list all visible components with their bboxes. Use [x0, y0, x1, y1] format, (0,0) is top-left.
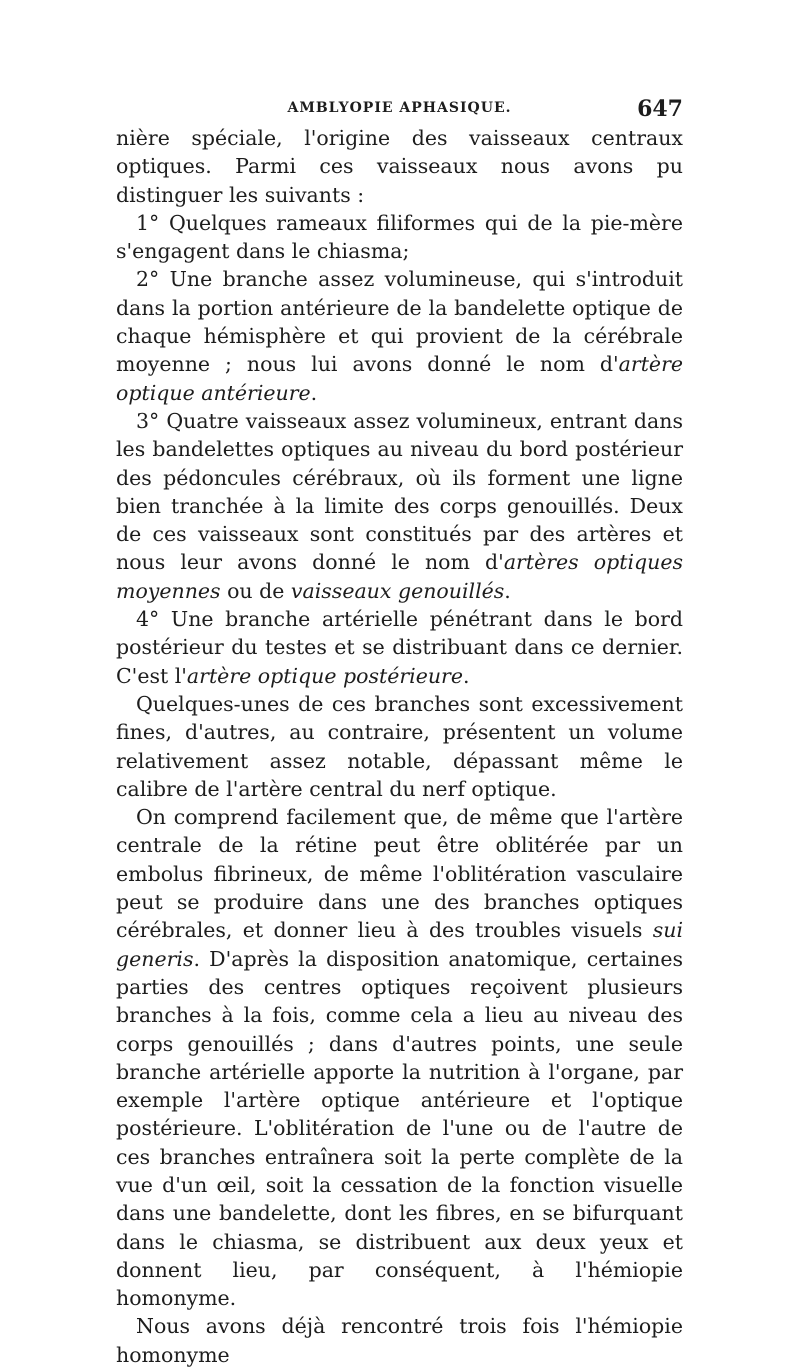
paragraph-item-3: [116, 407, 683, 605]
paragraph-7-italic: sui generis: [116, 918, 683, 971]
page-header: [116, 96, 683, 122]
paragraph-item-4: [116, 605, 683, 690]
item-number-1: 1°: [136, 210, 160, 235]
paragraph-7: [116, 803, 683, 1312]
paragraph-7-text-b: . D'après la disposition anatomique, certaines parties des centres optiques reçoivent plusieurs branches à la fois, comme cela a lieu au niveau des corps genouillés ; dans d'autres points, une seule branche artérielle apporte la nutrition à l'organe, par exemple l'artère optique antérieure et l'optique postérieure. L'oblitération de l'une ou de l'autre de ces branches entraînera soit la perte complète de la vue d'un œil, soit la cessation de la fonction visuelle dans une bandelette, dont les fibres, en se bifurquant dans le chiasma, se distribuent aux deux yeux et donnent lieu, par conséquent, à l'hémiopie homonyme.: [116, 946, 683, 1311]
body-text: [116, 124, 683, 1369]
item-3-connector: ou de: [220, 578, 291, 603]
item-4-italic-term: artère optique postérieure: [186, 663, 463, 688]
item-3-italic-term-a: artères optiques moyennes: [116, 550, 684, 603]
paragraph-7-text-a: On comprend facilement que, de même que l'artère centrale de la rétine peut être oblitérée par un embolus fibrineux, de même l'oblitération vasculaire peut se produire dans une des branches optiques cérébrales, et donner lieu à des troubles visuels: [116, 805, 683, 943]
item-2-text: Une branche assez volumineuse, qui s'introduit dans la portion antérieure de la bandelette optique de chaque hémisphère et qui provient de la cérébrale moyenne ; nous lui avons donné le nom d': [116, 267, 683, 377]
paragraph-1: [116, 124, 683, 209]
paragraph-6-text: Quelques-unes de ces branches sont excessivement fines, d'autres, au contraire, présentent un volume relativement assez notable, dépassant même le calibre de l'artère central du nerf optique.: [116, 691, 683, 801]
item-number-4: 4°: [136, 607, 160, 632]
item-4-end: .: [462, 663, 470, 688]
page-number: 647: [637, 96, 683, 122]
paragraph-1-text: nière spéciale, l'origine des vaisseaux centraux optiques. Parmi ces vaisseaux nous avons pu distinguer les suivants :: [116, 126, 683, 207]
item-4-text: Une branche artérielle pénétrant dans le bord postérieur du testes et se distribuant dans ce dernier. C'est l': [116, 607, 683, 688]
paragraph-6: [116, 690, 683, 803]
item-2-italic-term: artère optique antérieure: [116, 352, 683, 405]
item-1-text: Quelques rameaux filiformes qui de la pie-mère s'engagent dans le chiasma;: [116, 210, 683, 264]
item-3-italic-term-b: vaisseaux genouillés: [290, 578, 505, 603]
paragraph-item-1: [116, 209, 683, 266]
running-title: AMBLYOPIE APHASIQUE.: [287, 100, 512, 116]
item-2-end: .: [310, 380, 318, 405]
paragraph-8: [116, 1312, 683, 1369]
item-number-3: 3°: [136, 408, 160, 433]
paragraph-8-text: Nous avons déjà rencontré trois fois l'hémiopie homonyme: [116, 1314, 683, 1367]
item-3-text: Quatre vaisseaux assez volumineux, entrant dans les bandelettes optiques au niveau du bord postérieur des pédoncules cérébraux, où ils forment une ligne bien tranchée à la limite des corps genouillés. Deux de ces vaisseaux sont constitués par des artères et nous leur avons donné le nom d': [116, 408, 683, 575]
item-number-2: 2°: [136, 267, 160, 292]
paragraph-item-2: [116, 265, 683, 406]
item-3-end: .: [504, 578, 511, 603]
